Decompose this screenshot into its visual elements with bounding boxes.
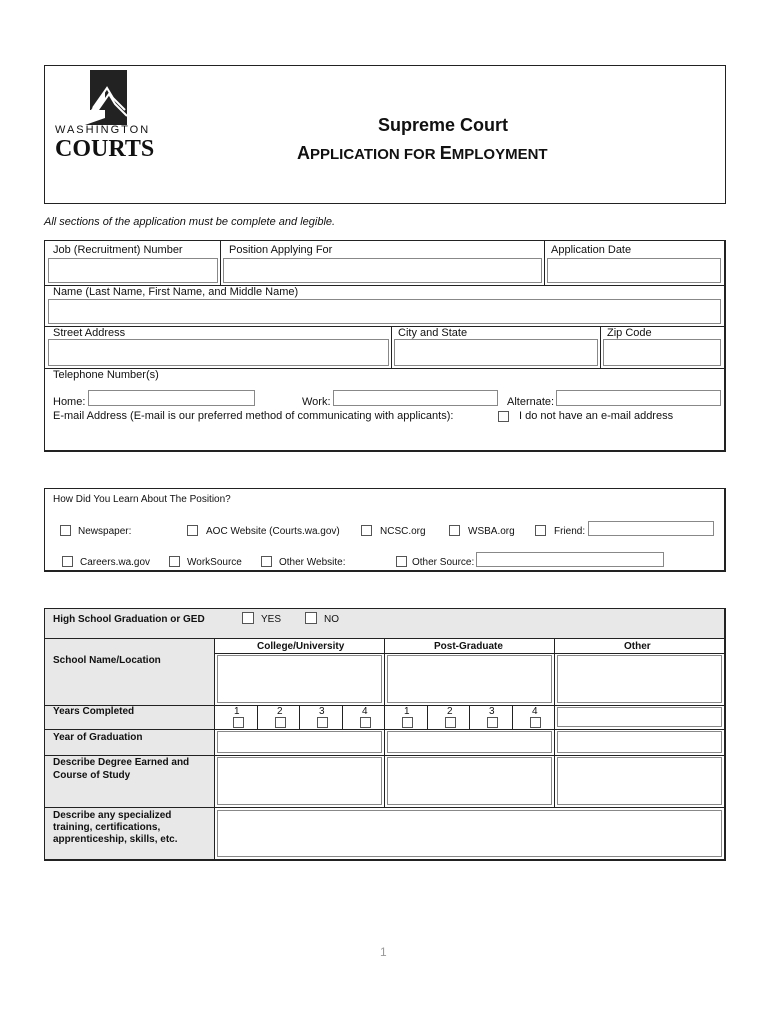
college-year-3-checkbox[interactable] (317, 717, 328, 728)
divider (257, 705, 258, 729)
hs-no-checkbox[interactable] (305, 612, 317, 624)
other-grad-year-input[interactable] (557, 731, 722, 753)
college-year-4-label: 4 (362, 706, 368, 717)
ncsc-label: NCSC.org (380, 526, 426, 537)
other-source-label: Other Source: (412, 557, 475, 568)
divider (427, 705, 428, 729)
application-date-label: Application Date (551, 244, 632, 256)
specialized-label-line3: apprenticeship, skills, etc. (53, 834, 178, 845)
school-name-label: School Name/Location (53, 655, 161, 666)
divider (44, 638, 726, 639)
name-input[interactable] (48, 299, 721, 324)
no-email-checkbox[interactable] (498, 411, 509, 422)
college-year-2-label: 2 (277, 706, 283, 717)
home-phone-input[interactable] (88, 390, 255, 406)
divider (44, 705, 726, 706)
position-input[interactable] (223, 258, 542, 283)
hs-no-label: NO (324, 614, 339, 625)
divider (214, 653, 726, 654)
page-subtitle: APPLICATION FOR EMPLOYMENT (297, 143, 548, 163)
divider (299, 705, 300, 729)
hs-yes-label: YES (261, 614, 282, 625)
college-year-1-label: 1 (234, 706, 240, 717)
other-header: Other (624, 641, 651, 652)
specialized-label-line1: Describe any specialized (53, 810, 172, 821)
college-header: College/University (257, 641, 345, 652)
postgrad-header: Post-Graduate (434, 641, 503, 652)
hs-graduation-label: High School Graduation or GED (53, 614, 205, 625)
wsba-label: WSBA.org (468, 526, 515, 537)
home-phone-label: Home: (53, 396, 86, 408)
divider (384, 638, 385, 756)
city-state-label: City and State (398, 327, 468, 339)
divider (544, 240, 545, 285)
divider (44, 807, 726, 808)
careers-label: Careers.wa.gov (80, 557, 151, 568)
newspaper-checkbox[interactable] (60, 525, 71, 536)
alternate-phone-input[interactable] (556, 390, 721, 406)
other-website-label: Other Website: (279, 557, 346, 568)
college-year-1-checkbox[interactable] (233, 717, 244, 728)
other-years-input[interactable] (557, 707, 722, 727)
divider (214, 638, 215, 861)
divider (469, 705, 470, 729)
college-year-4-checkbox[interactable] (360, 717, 371, 728)
how-learned-question: How Did You Learn About The Position? (53, 494, 231, 505)
alternate-phone-label: Alternate: (507, 396, 555, 408)
logo-text-bottom: COURTS (55, 136, 155, 162)
name-label: Name (Last Name, First Name, and Middle Name) (53, 286, 299, 298)
street-address-label: Street Address (53, 327, 126, 339)
divider (600, 326, 601, 368)
page-number: 1 (380, 945, 387, 959)
postgrad-grad-year-input[interactable] (387, 731, 552, 753)
other-source-checkbox[interactable] (396, 556, 407, 567)
email-label: E-mail Address (E-mail is our preferred method of communicating with applicants): (53, 410, 454, 422)
postgrad-year-2-label: 2 (447, 706, 453, 717)
other-school-input[interactable] (557, 655, 722, 703)
worksource-checkbox[interactable] (169, 556, 180, 567)
other-website-checkbox[interactable] (261, 556, 272, 567)
degree-label-line2: Course of Study (53, 770, 131, 781)
washington-courts-logo-icon (85, 70, 130, 125)
postgrad-year-1-label: 1 (404, 706, 410, 717)
aoc-website-label: AOC Website (Courts.wa.gov) (206, 526, 340, 537)
aoc-website-checkbox[interactable] (187, 525, 198, 536)
friend-input[interactable] (588, 521, 714, 536)
careers-checkbox[interactable] (62, 556, 73, 567)
divider (384, 755, 385, 807)
years-completed-label: Years Completed (53, 706, 135, 717)
college-grad-year-input[interactable] (217, 731, 382, 753)
other-degree-input[interactable] (557, 757, 722, 805)
college-year-2-checkbox[interactable] (275, 717, 286, 728)
divider (342, 705, 343, 729)
friend-checkbox[interactable] (535, 525, 546, 536)
no-email-label: I do not have an e-mail address (519, 410, 674, 422)
postgrad-year-2-checkbox[interactable] (445, 717, 456, 728)
year-of-graduation-label: Year of Graduation (53, 732, 143, 743)
telephone-label: Telephone Number(s) (53, 369, 159, 381)
postgrad-year-4-label: 4 (532, 706, 538, 717)
zip-code-input[interactable] (603, 339, 721, 366)
divider (554, 638, 555, 756)
job-number-input[interactable] (48, 258, 218, 283)
postgrad-year-4-checkbox[interactable] (530, 717, 541, 728)
work-phone-input[interactable] (333, 390, 498, 406)
divider (220, 240, 221, 285)
postgrad-year-3-label: 3 (489, 706, 495, 717)
postgrad-year-3-checkbox[interactable] (487, 717, 498, 728)
wsba-checkbox[interactable] (449, 525, 460, 536)
college-degree-input[interactable] (217, 757, 382, 805)
specialized-label-line2: training, certifications, (53, 822, 161, 833)
street-address-input[interactable] (48, 339, 389, 366)
zip-code-label: Zip Code (607, 327, 652, 339)
newspaper-label: Newspaper: (78, 526, 132, 537)
application-date-input[interactable] (547, 258, 721, 283)
city-state-input[interactable] (394, 339, 598, 366)
divider (44, 729, 726, 730)
postgrad-degree-input[interactable] (387, 757, 552, 805)
page-title: Supreme Court (378, 115, 509, 135)
divider (391, 326, 392, 368)
instructions-text: All sections of the application must be complete and legible. (44, 216, 336, 228)
worksource-label: WorkSource (187, 557, 242, 568)
friend-label: Friend: (554, 526, 586, 537)
divider (512, 705, 513, 729)
divider (44, 755, 726, 756)
position-label: Position Applying For (229, 244, 333, 256)
logo-text-top: WASHINGTON (55, 124, 151, 136)
other-source-input[interactable] (476, 552, 664, 567)
postgrad-school-input[interactable] (387, 655, 552, 703)
hs-yes-checkbox[interactable] (242, 612, 254, 624)
college-school-input[interactable] (217, 655, 382, 703)
college-year-3-label: 3 (319, 706, 325, 717)
job-number-label: Job (Recruitment) Number (53, 244, 183, 256)
ncsc-checkbox[interactable] (361, 525, 372, 536)
degree-label-line1: Describe Degree Earned and (53, 757, 190, 768)
work-phone-label: Work: (302, 396, 331, 408)
postgrad-year-1-checkbox[interactable] (402, 717, 413, 728)
divider (554, 755, 555, 807)
specialized-training-input[interactable] (217, 810, 722, 857)
